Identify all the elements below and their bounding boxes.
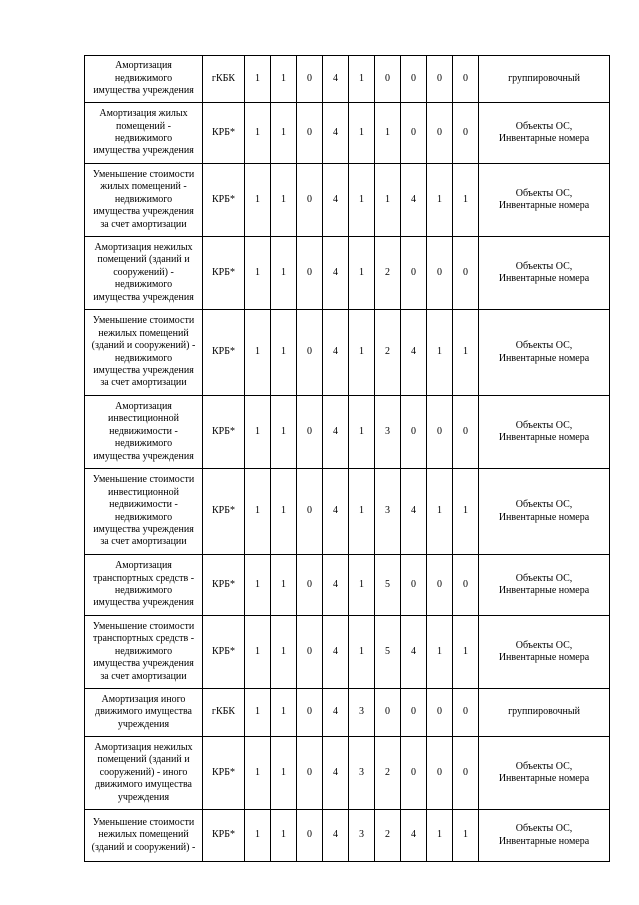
row-digit-cell: 1 (245, 310, 271, 396)
row-digit-cell: 1 (245, 616, 271, 689)
row-digit-cell: 1 (271, 737, 297, 810)
row-code-cell: КРБ* (203, 469, 245, 555)
row-digit-cell: 1 (245, 555, 271, 616)
row-digit-cell: 1 (271, 396, 297, 469)
row-digit-cell: 1 (453, 164, 479, 237)
row-code-cell: КРБ* (203, 103, 245, 164)
row-name-cell: Амортизация транспортных средств - недвижимого имущества учреждения (85, 555, 203, 616)
row-digit-cell: 0 (401, 689, 427, 737)
row-digit-cell: 1 (245, 737, 271, 810)
row-digit-cell: 1 (349, 396, 375, 469)
row-digit-cell: 0 (401, 237, 427, 310)
row-digit-cell: 2 (375, 810, 401, 862)
row-digit-cell: 1 (245, 469, 271, 555)
row-digit-cell: 0 (401, 555, 427, 616)
row-note-cell: Объекты ОС, Инвентарные номера (479, 396, 610, 469)
row-name-cell: Уменьшение стоимости жилых помещений - недвижимого имущества учреждения за счет амортизации (85, 164, 203, 237)
table-row (85, 469, 610, 555)
row-digit-cell: 1 (245, 56, 271, 103)
row-digit-cell: 4 (401, 310, 427, 396)
table-row (85, 616, 610, 689)
row-digit-cell: 1 (427, 810, 453, 862)
row-code-cell: гКБК (203, 56, 245, 103)
row-note-cell: Объекты ОС, Инвентарные номера (479, 164, 610, 237)
row-note-cell: Объекты ОС, Инвентарные номера (479, 737, 610, 810)
row-digit-cell: 3 (375, 396, 401, 469)
row-digit-cell: 4 (401, 616, 427, 689)
row-digit-cell: 0 (297, 103, 323, 164)
row-digit-cell: 4 (323, 555, 349, 616)
row-digit-cell: 5 (375, 555, 401, 616)
account-table (84, 55, 610, 862)
row-digit-cell: 1 (427, 616, 453, 689)
row-digit-cell: 0 (297, 56, 323, 103)
row-digit-cell: 1 (349, 310, 375, 396)
row-digit-cell: 0 (297, 616, 323, 689)
row-digit-cell: 2 (375, 237, 401, 310)
row-note-cell: группировочный (479, 56, 610, 103)
row-digit-cell: 4 (323, 56, 349, 103)
row-digit-cell: 4 (323, 616, 349, 689)
row-digit-cell: 1 (349, 469, 375, 555)
row-digit-cell: 4 (323, 164, 349, 237)
row-digit-cell: 4 (323, 396, 349, 469)
row-digit-cell: 1 (271, 103, 297, 164)
table-row (85, 56, 610, 103)
row-digit-cell: 3 (375, 469, 401, 555)
row-digit-cell: 4 (323, 310, 349, 396)
row-digit-cell: 1 (349, 237, 375, 310)
row-digit-cell: 0 (427, 103, 453, 164)
row-digit-cell: 0 (297, 555, 323, 616)
row-digit-cell: 0 (453, 103, 479, 164)
row-digit-cell: 0 (453, 396, 479, 469)
row-digit-cell: 0 (427, 689, 453, 737)
row-digit-cell: 0 (453, 689, 479, 737)
row-digit-cell: 4 (401, 164, 427, 237)
row-digit-cell: 5 (375, 616, 401, 689)
row-code-cell: КРБ* (203, 810, 245, 862)
row-digit-cell: 1 (349, 164, 375, 237)
row-digit-cell: 1 (245, 396, 271, 469)
row-note-cell: Объекты ОС, Инвентарные номера (479, 810, 610, 862)
row-digit-cell: 0 (401, 103, 427, 164)
row-digit-cell: 1 (245, 164, 271, 237)
table-row (85, 237, 610, 310)
row-digit-cell: 3 (349, 689, 375, 737)
row-digit-cell: 0 (427, 237, 453, 310)
row-digit-cell: 4 (323, 237, 349, 310)
row-code-cell: КРБ* (203, 616, 245, 689)
row-digit-cell: 0 (453, 737, 479, 810)
row-digit-cell: 1 (349, 616, 375, 689)
row-digit-cell: 0 (297, 810, 323, 862)
table-row (85, 103, 610, 164)
row-digit-cell: 1 (271, 810, 297, 862)
row-digit-cell: 3 (349, 810, 375, 862)
row-digit-cell: 4 (323, 737, 349, 810)
row-digit-cell: 4 (323, 810, 349, 862)
table-row (85, 737, 610, 810)
row-name-cell: Уменьшение стоимости инвестиционной недвижимости - недвижимого имущества учреждения за счет амортизации (85, 469, 203, 555)
row-code-cell: КРБ* (203, 555, 245, 616)
table-body (85, 56, 610, 862)
row-digit-cell: 1 (349, 56, 375, 103)
table-row (85, 310, 610, 396)
row-name-cell: Амортизация иного движимого имущества учреждения (85, 689, 203, 737)
row-digit-cell: 0 (453, 555, 479, 616)
row-digit-cell: 0 (297, 164, 323, 237)
row-digit-cell: 4 (323, 689, 349, 737)
row-digit-cell: 0 (297, 737, 323, 810)
row-digit-cell: 1 (271, 164, 297, 237)
row-digit-cell: 0 (427, 396, 453, 469)
row-code-cell: КРБ* (203, 737, 245, 810)
row-digit-cell: 4 (401, 469, 427, 555)
row-digit-cell: 1 (245, 810, 271, 862)
row-name-cell: Амортизация нежилых помещений (зданий и сооружений) - иного движимого имущества учреждения (85, 737, 203, 810)
row-name-cell: Амортизация недвижимого имущества учреждения (85, 56, 203, 103)
row-code-cell: КРБ* (203, 237, 245, 310)
row-digit-cell: 1 (271, 56, 297, 103)
row-digit-cell: 1 (271, 689, 297, 737)
row-digit-cell: 1 (375, 103, 401, 164)
row-note-cell: Объекты ОС, Инвентарные номера (479, 616, 610, 689)
row-code-cell: КРБ* (203, 396, 245, 469)
row-digit-cell: 1 (271, 310, 297, 396)
row-name-cell: Амортизация жилых помещений - недвижимого имущества учреждения (85, 103, 203, 164)
row-digit-cell: 4 (323, 103, 349, 164)
row-digit-cell: 0 (453, 237, 479, 310)
row-digit-cell: 2 (375, 310, 401, 396)
table-row (85, 689, 610, 737)
row-digit-cell: 1 (245, 103, 271, 164)
row-digit-cell: 0 (297, 396, 323, 469)
row-digit-cell: 0 (297, 237, 323, 310)
table-row (85, 396, 610, 469)
row-digit-cell: 1 (375, 164, 401, 237)
row-digit-cell: 4 (401, 810, 427, 862)
row-digit-cell: 0 (427, 555, 453, 616)
row-code-cell: гКБК (203, 689, 245, 737)
row-note-cell: группировочный (479, 689, 610, 737)
row-name-cell: Уменьшение стоимости нежилых помещений (зданий и сооружений) - (85, 810, 203, 862)
row-name-cell: Амортизация нежилых помещений (зданий и сооружений) - недвижимого имущества учреждения (85, 237, 203, 310)
row-digit-cell: 0 (375, 689, 401, 737)
row-digit-cell: 1 (349, 103, 375, 164)
table-row (85, 810, 610, 862)
row-digit-cell: 0 (375, 56, 401, 103)
row-name-cell: Уменьшение стоимости нежилых помещений (зданий и сооружений) - недвижимого имущества учреждения за счет амортизации (85, 310, 203, 396)
row-digit-cell: 1 (427, 469, 453, 555)
row-note-cell: Объекты ОС, Инвентарные номера (479, 237, 610, 310)
row-digit-cell: 0 (297, 469, 323, 555)
row-digit-cell: 1 (271, 555, 297, 616)
row-digit-cell: 3 (349, 737, 375, 810)
row-digit-cell: 1 (427, 310, 453, 396)
row-digit-cell: 1 (245, 689, 271, 737)
row-name-cell: Уменьшение стоимости транспортных средств - недвижимого имущества учреждения за счет амортизации (85, 616, 203, 689)
row-digit-cell: 0 (427, 56, 453, 103)
row-digit-cell: 1 (427, 164, 453, 237)
row-digit-cell: 1 (245, 237, 271, 310)
row-code-cell: КРБ* (203, 310, 245, 396)
row-digit-cell: 0 (401, 396, 427, 469)
row-code-cell: КРБ* (203, 164, 245, 237)
row-digit-cell: 0 (427, 737, 453, 810)
row-digit-cell: 1 (453, 810, 479, 862)
row-digit-cell: 0 (297, 689, 323, 737)
table-row (85, 555, 610, 616)
row-digit-cell: 0 (401, 737, 427, 810)
row-name-cell: Амортизация инвестиционной недвижимости - недвижимого имущества учреждения (85, 396, 203, 469)
row-digit-cell: 0 (401, 56, 427, 103)
row-digit-cell: 4 (323, 469, 349, 555)
row-digit-cell: 0 (453, 56, 479, 103)
row-digit-cell: 1 (271, 237, 297, 310)
table-row (85, 164, 610, 237)
row-note-cell: Объекты ОС, Инвентарные номера (479, 555, 610, 616)
row-digit-cell: 2 (375, 737, 401, 810)
row-note-cell: Объекты ОС, Инвентарные номера (479, 310, 610, 396)
row-digit-cell: 1 (453, 310, 479, 396)
row-digit-cell: 1 (349, 555, 375, 616)
row-digit-cell: 1 (271, 469, 297, 555)
row-note-cell: Объекты ОС, Инвентарные номера (479, 469, 610, 555)
row-note-cell: Объекты ОС, Инвентарные номера (479, 103, 610, 164)
row-digit-cell: 1 (453, 469, 479, 555)
row-digit-cell: 1 (271, 616, 297, 689)
row-digit-cell: 0 (297, 310, 323, 396)
row-digit-cell: 1 (453, 616, 479, 689)
